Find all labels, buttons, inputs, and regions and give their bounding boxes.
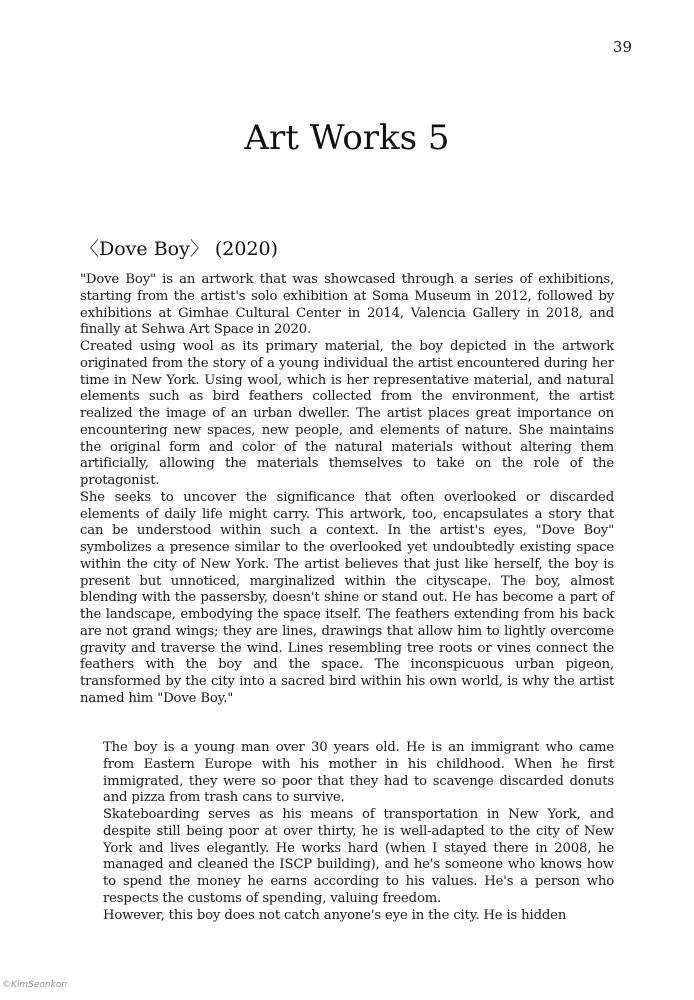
quote-paragraph: However, this boy does not catch anyone's eye in the city. He is hidden <box>103 907 567 923</box>
body-paragraph: She seeks to uncover the significance that often overlooked or discarded elements of daily life might carry. This artwork, too, encapsulates a story that can be understood within such a context. In the artist's eyes, "Dove Boy" symbolizes a presence similar to the overlooked yet undoubtedly existing space within the city of New York. The artist believes that just like herself, the boy is present but unnoticed, marginalized within the cityscape. The boy, almost blending with the passersby, doesn't shine or stand out. He has become a part of the landscape, embodying the space itself. The feathers extending from his back are not grand wings; they are lines, drawings that allow him to lightly overcome gravity and traverse the wind. Lines resembling tree roots or vines connect the feathers with the boy and the space. The inconspicuous urban pigeon, transformed by the city into a sacred bird within his own world, is why the artist named him "Dove Boy." <box>80 489 614 706</box>
artwork-subtitle: 〈Dove Boy〉 (2020) <box>80 238 279 260</box>
body-text <box>80 272 614 708</box>
body-paragraph: "Dove Boy" is an artwork that was showcased through a series of exhibitions, starting from the artist's solo exhibition at Soma Museum in 2012, followed by exhibitions at Gimhae Cultural Center in 2014, Valencia Gallery in 2018, and finally at Sehwa Art Space in 2020. <box>80 272 614 338</box>
page-number: 39 <box>612 38 632 56</box>
body-paragraph: Created using wool as its primary material, the boy depicted in the artwork originated from the story of a young individual the artist encountered during her time in New York. Using wool, which is her representative material, and natural elements such as bird feathers collected from the environment, the artist realized the image of an urban dweller. The artist places great importance on encountering new spaces, new people, and elements of nature. She maintains the original form and color of the natural materials without altering them artificially, allowing the materials themselves to take on the role of the protagonist. <box>80 339 614 488</box>
quote-paragraph: Skateboarding serves as his means of transportation in New York, and despite still being poor at over thirty, he is well-adapted to the city of New York and lives elegantly. He works hard (when I stayed there in 2008, he managed and cleaned the ISCP building), and he's someone who knows how to spend the money he earns according to his values. He's a person who respects the customs of spending, valuing freedom. <box>103 807 614 906</box>
quote-text <box>103 740 614 924</box>
watermark: ©KimSeonkon <box>2 980 68 990</box>
page-title: Art Works 5 <box>244 118 450 158</box>
quote-paragraph: The boy is a young man over 30 years old. He is an immigrant who came from Eastern Europe with his mother in his childhood. When he first immigrated, they were so poor that they had to scavenge discarded donuts and pizza from trash cans to survive. <box>103 740 614 806</box>
